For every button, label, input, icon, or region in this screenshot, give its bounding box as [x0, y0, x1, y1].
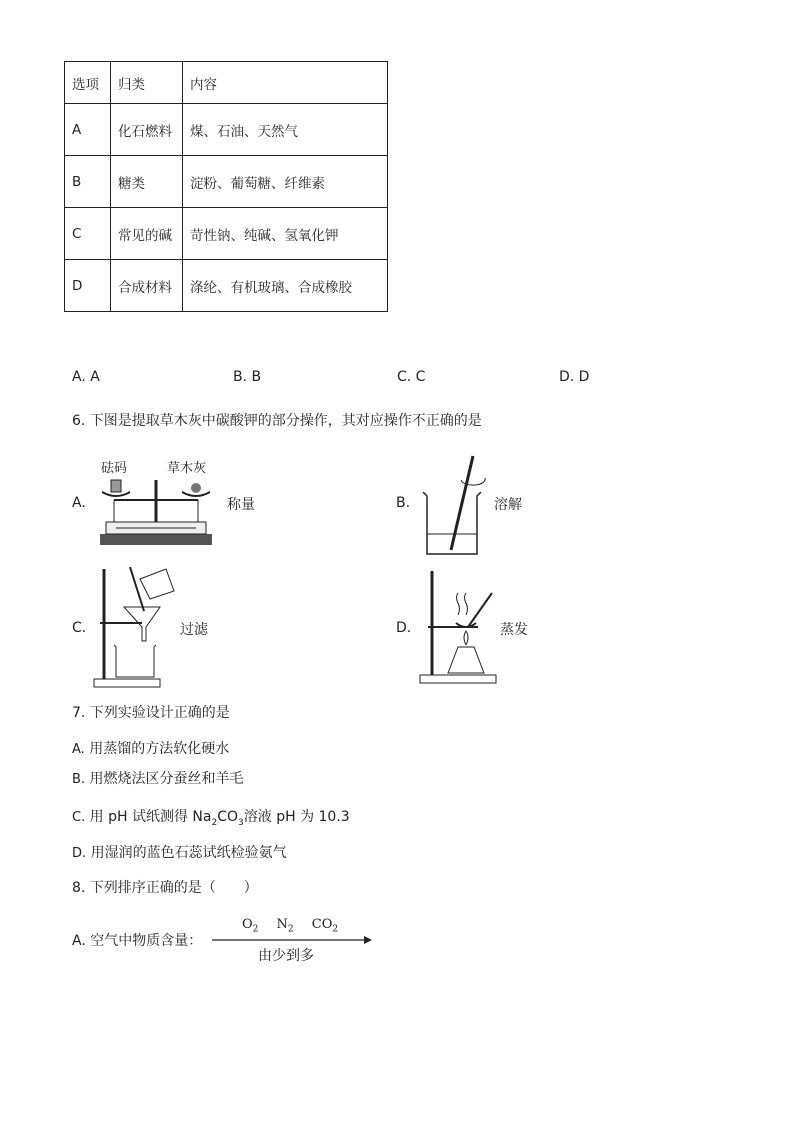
stir-arrow — [461, 478, 485, 485]
q5-option-c[interactable]: C. C — [397, 369, 426, 385]
table-cell: 涤纶、有机玻璃、合成橡胶 — [183, 260, 388, 312]
table-cell: 糖类 — [111, 156, 183, 208]
glass-rod — [451, 456, 473, 550]
q6-stem: 6. 下图是提取草木灰中碳酸钾的部分操作，其对应操作不正确的是 — [72, 413, 482, 429]
weights-tag: 砝码 — [101, 461, 128, 476]
alcohol-lamp — [448, 647, 484, 673]
table-cell: 合成材料 — [111, 260, 183, 312]
q8-stem: 8. 下列排序正确的是（ ） — [72, 880, 258, 896]
arrow-head — [364, 936, 372, 944]
flame — [464, 631, 468, 645]
left-pan — [102, 492, 130, 496]
table-cell: 煤、石油、天然气 — [183, 104, 388, 156]
q7-stem: 7. 下列实验设计正确的是 — [72, 705, 230, 721]
stand-base — [420, 675, 496, 683]
table-cell: 苛性钠、纯碱、氢氧化钾 — [183, 208, 388, 260]
ash-tag: 草木灰 — [167, 461, 207, 476]
table-row — [65, 208, 388, 260]
q6-option-c-letter[interactable]: C. — [72, 620, 87, 636]
balance-scale-icon — [96, 470, 216, 550]
table-cell: 常见的碱 — [111, 208, 183, 260]
weight-block — [111, 480, 121, 492]
q6-option-b-label: 溶解 — [494, 497, 522, 513]
table-header-row — [65, 62, 388, 104]
header-cell: 选项 — [65, 62, 111, 104]
q8-sequence: $O_2$ $N_2$ $CO_2$ — [242, 917, 339, 935]
ash-pile — [191, 483, 201, 493]
header-cell: 内容 — [183, 62, 388, 104]
classification-table — [64, 61, 388, 312]
q6-option-a-label: 称量 — [227, 497, 255, 513]
q6-option-d-label: 蒸发 — [500, 622, 528, 638]
table-row — [65, 104, 388, 156]
steam — [457, 593, 468, 615]
evaporation-icon — [418, 567, 500, 687]
header-cell: 归类 — [111, 62, 183, 104]
scale-base — [100, 534, 212, 545]
table-row — [65, 156, 388, 208]
q6-option-d-letter[interactable]: D. — [396, 620, 412, 636]
pouring-beaker — [140, 569, 174, 599]
q6-option-b-letter[interactable]: B. — [396, 495, 411, 511]
table-cell: B — [65, 156, 111, 208]
q5-option-b[interactable]: B. B — [233, 369, 262, 385]
q8-option-a-label[interactable]: A. 空气中物质含量： — [72, 933, 203, 949]
q7-option-d[interactable]: D. 用湿润的蓝色石蕊试纸检验氨气 — [72, 845, 287, 861]
q7-option-a[interactable]: A. 用蒸馏的方法软化硬水 — [72, 741, 230, 757]
filtration-icon — [90, 565, 178, 691]
table-cell: 化石燃料 — [111, 104, 183, 156]
stirring-rod — [468, 593, 492, 627]
arrow-caption: 由少到多 — [258, 948, 314, 964]
receiving-beaker — [114, 645, 156, 677]
table-cell: A — [65, 104, 111, 156]
table-cell: D — [65, 260, 111, 312]
q6-option-c-label: 过滤 — [180, 622, 208, 638]
q5-option-a[interactable]: A. A — [72, 369, 100, 385]
table-row — [65, 260, 388, 312]
funnel-rod — [130, 567, 144, 611]
q5-option-d[interactable]: D. D — [559, 369, 590, 385]
beaker-dissolving-icon — [415, 450, 493, 560]
stand-base — [94, 679, 160, 687]
table-cell: C — [65, 208, 111, 260]
q7-option-c[interactable]: C. 用 pH 试纸测得 $Na_2CO_3$溶液 pH 为 10.3 — [72, 809, 350, 828]
q7-option-b[interactable]: B. 用燃烧法区分蚕丝和羊毛 — [72, 771, 244, 787]
q6-option-a-letter[interactable]: A. — [72, 495, 86, 511]
table-cell: 淀粉、葡萄糖、纤维素 — [183, 156, 388, 208]
